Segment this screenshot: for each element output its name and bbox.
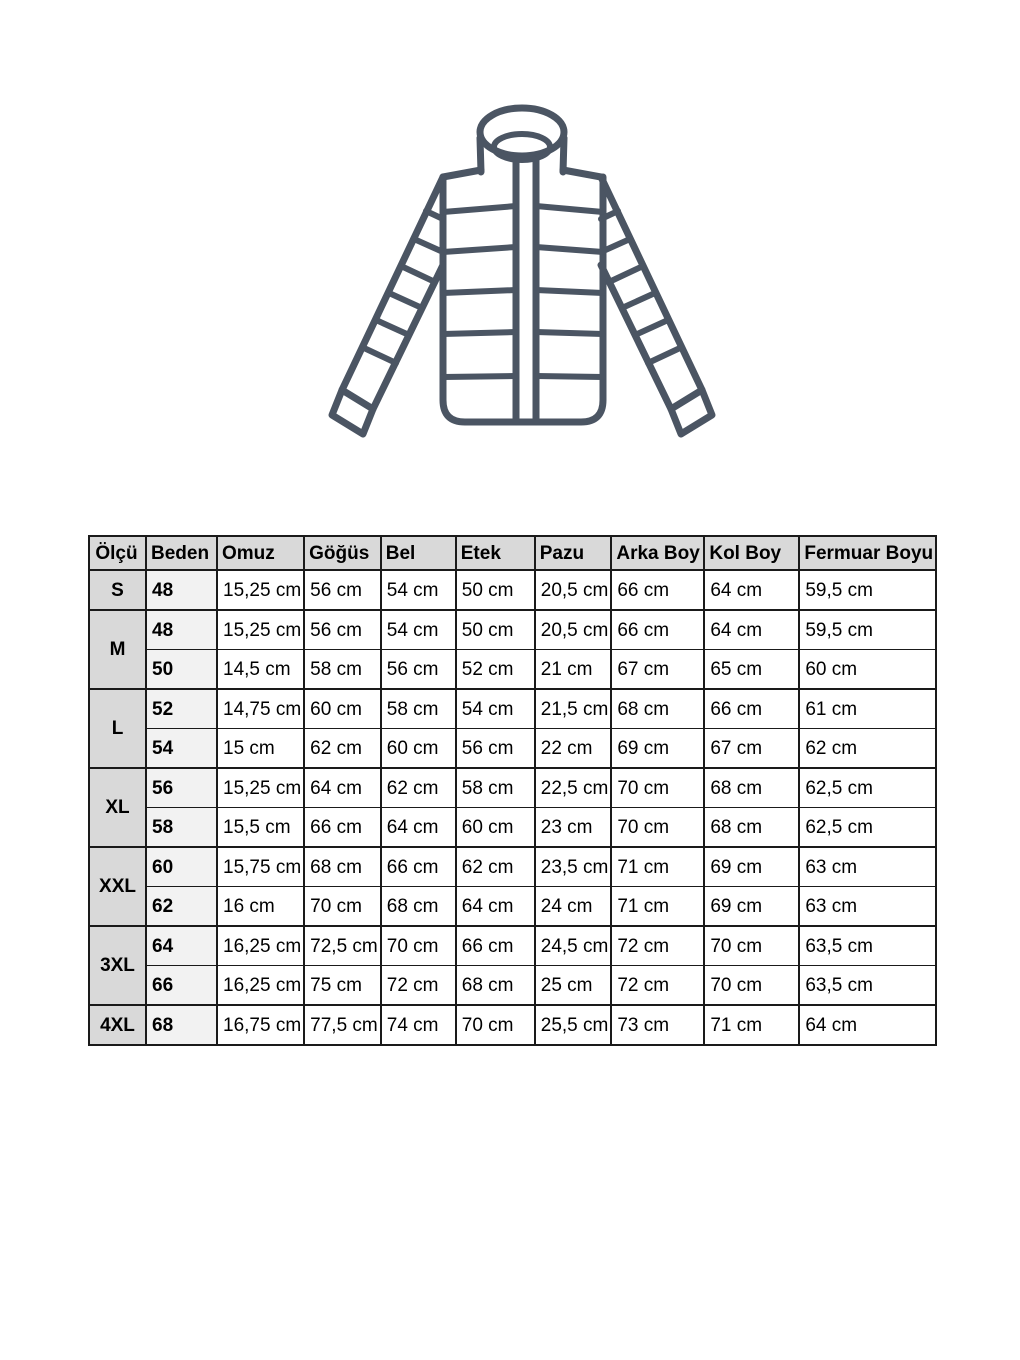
measurement-value: 68 cm bbox=[381, 887, 456, 927]
measurement-value: 70 cm bbox=[381, 926, 456, 966]
body-quilt-lines bbox=[443, 206, 603, 377]
measurement-value: 16,75 cm bbox=[217, 1005, 304, 1045]
column-header-6: Pazu bbox=[535, 536, 612, 570]
measurement-value: 63,5 cm bbox=[799, 966, 936, 1006]
header-row bbox=[89, 536, 936, 570]
measurement-value: 59,5 cm bbox=[799, 610, 936, 650]
measurement-value: 22,5 cm bbox=[535, 768, 612, 808]
size-chart-table bbox=[88, 535, 937, 1046]
measurement-value: 70 cm bbox=[456, 1005, 535, 1045]
measurement-value: 62 cm bbox=[799, 729, 936, 769]
measurement-value: 72,5 cm bbox=[304, 926, 381, 966]
measurement-value: 15,25 cm bbox=[217, 610, 304, 650]
measurement-value: 75 cm bbox=[304, 966, 381, 1006]
size-label-xxl: XXL bbox=[89, 847, 146, 926]
column-header-9: Fermuar Boyu bbox=[799, 536, 936, 570]
measurement-value: 52 cm bbox=[456, 650, 535, 690]
measurement-value: 68 cm bbox=[704, 768, 799, 808]
measurement-value: 70 cm bbox=[611, 808, 704, 848]
measurement-value: 66 cm bbox=[611, 570, 704, 610]
measurement-value: 15,75 cm bbox=[217, 847, 304, 887]
measurement-value: 23 cm bbox=[535, 808, 612, 848]
measurement-value: 70 cm bbox=[704, 926, 799, 966]
beden-value: 58 bbox=[146, 808, 217, 848]
measurement-value: 66 cm bbox=[304, 808, 381, 848]
measurement-value: 21,5 cm bbox=[535, 689, 612, 729]
measurement-value: 64 cm bbox=[381, 808, 456, 848]
measurement-value: 23,5 cm bbox=[535, 847, 612, 887]
beden-value: 48 bbox=[146, 610, 217, 650]
measurement-value: 73 cm bbox=[611, 1005, 704, 1045]
measurement-value: 56 cm bbox=[456, 729, 535, 769]
size-row bbox=[89, 729, 936, 769]
measurement-value: 69 cm bbox=[611, 729, 704, 769]
right-shoulder-seam bbox=[563, 170, 601, 177]
column-header-7: Arka Boy bbox=[611, 536, 704, 570]
measurement-value: 16 cm bbox=[217, 887, 304, 927]
measurement-value: 25 cm bbox=[535, 966, 612, 1006]
size-label-4xl: 4XL bbox=[89, 1005, 146, 1045]
measurement-value: 54 cm bbox=[381, 570, 456, 610]
column-header-2: Omuz bbox=[217, 536, 304, 570]
size-row bbox=[89, 570, 936, 610]
measurement-value: 15,25 cm bbox=[217, 768, 304, 808]
measurement-value: 62,5 cm bbox=[799, 768, 936, 808]
measurement-value: 60 cm bbox=[304, 689, 381, 729]
measurement-value: 66 cm bbox=[611, 610, 704, 650]
measurement-value: 25,5 cm bbox=[535, 1005, 612, 1045]
size-row bbox=[89, 926, 936, 966]
column-header-3: Göğüs bbox=[304, 536, 381, 570]
measurement-value: 63 cm bbox=[799, 847, 936, 887]
measurement-value: 56 cm bbox=[304, 610, 381, 650]
beden-value: 62 bbox=[146, 887, 217, 927]
measurement-value: 68 cm bbox=[704, 808, 799, 848]
jacket-illustration bbox=[0, 0, 1020, 520]
right-cuff bbox=[671, 390, 712, 434]
measurement-value: 66 cm bbox=[704, 689, 799, 729]
measurement-value: 63 cm bbox=[799, 887, 936, 927]
measurement-value: 60 cm bbox=[799, 650, 936, 690]
measurement-value: 74 cm bbox=[381, 1005, 456, 1045]
puffer-jacket-outline bbox=[332, 108, 712, 434]
measurement-value: 69 cm bbox=[704, 847, 799, 887]
size-row bbox=[89, 808, 936, 848]
column-header-8: Kol Boy bbox=[704, 536, 799, 570]
measurement-value: 68 cm bbox=[456, 966, 535, 1006]
measurement-value: 14,75 cm bbox=[217, 689, 304, 729]
measurement-value: 50 cm bbox=[456, 570, 535, 610]
measurement-value: 24,5 cm bbox=[535, 926, 612, 966]
measurement-value: 65 cm bbox=[704, 650, 799, 690]
measurement-value: 16,25 cm bbox=[217, 926, 304, 966]
beden-value: 50 bbox=[146, 650, 217, 690]
measurement-value: 63,5 cm bbox=[799, 926, 936, 966]
measurement-value: 15,5 cm bbox=[217, 808, 304, 848]
measurement-value: 77,5 cm bbox=[304, 1005, 381, 1045]
column-header-4: Bel bbox=[381, 536, 456, 570]
measurement-value: 68 cm bbox=[611, 689, 704, 729]
size-row bbox=[89, 610, 936, 650]
measurement-value: 64 cm bbox=[456, 887, 535, 927]
measurement-value: 58 cm bbox=[456, 768, 535, 808]
measurement-value: 54 cm bbox=[456, 689, 535, 729]
measurement-value: 16,25 cm bbox=[217, 966, 304, 1006]
beden-value: 56 bbox=[146, 768, 217, 808]
measurement-value: 20,5 cm bbox=[535, 610, 612, 650]
beden-value: 52 bbox=[146, 689, 217, 729]
measurement-value: 64 cm bbox=[799, 1005, 936, 1045]
size-row bbox=[89, 768, 936, 808]
measurement-value: 64 cm bbox=[704, 610, 799, 650]
measurement-value: 58 cm bbox=[381, 689, 456, 729]
size-label-l: L bbox=[89, 689, 146, 768]
beden-value: 64 bbox=[146, 926, 217, 966]
body-outline bbox=[443, 177, 603, 422]
measurement-value: 67 cm bbox=[704, 729, 799, 769]
size-label-m: M bbox=[89, 610, 146, 689]
measurement-value: 62 cm bbox=[381, 768, 456, 808]
measurement-value: 61 cm bbox=[799, 689, 936, 729]
measurement-value: 62 cm bbox=[304, 729, 381, 769]
column-header-0: Ölçü bbox=[89, 536, 146, 570]
size-label-s: S bbox=[89, 570, 146, 610]
size-row bbox=[89, 966, 936, 1006]
left-shoulder-seam bbox=[443, 170, 481, 177]
measurement-value: 21 cm bbox=[535, 650, 612, 690]
measurement-value: 72 cm bbox=[381, 966, 456, 1006]
beden-value: 54 bbox=[146, 729, 217, 769]
measurement-value: 22 cm bbox=[535, 729, 612, 769]
measurement-value: 64 cm bbox=[704, 570, 799, 610]
measurement-value: 50 cm bbox=[456, 610, 535, 650]
measurement-value: 71 cm bbox=[611, 847, 704, 887]
measurement-value: 66 cm bbox=[381, 847, 456, 887]
beden-value: 48 bbox=[146, 570, 217, 610]
size-label-xl: XL bbox=[89, 768, 146, 847]
measurement-value: 59,5 cm bbox=[799, 570, 936, 610]
column-header-5: Etek bbox=[456, 536, 535, 570]
measurement-value: 72 cm bbox=[611, 966, 704, 1006]
measurement-value: 69 cm bbox=[704, 887, 799, 927]
measurement-value: 15 cm bbox=[217, 729, 304, 769]
size-row bbox=[89, 689, 936, 729]
measurement-value: 71 cm bbox=[611, 887, 704, 927]
beden-value: 60 bbox=[146, 847, 217, 887]
measurement-value: 56 cm bbox=[304, 570, 381, 610]
measurement-value: 70 cm bbox=[611, 768, 704, 808]
measurement-value: 54 cm bbox=[381, 610, 456, 650]
measurement-value: 62 cm bbox=[456, 847, 535, 887]
measurement-value: 71 cm bbox=[704, 1005, 799, 1045]
size-row bbox=[89, 887, 936, 927]
size-label-3xl: 3XL bbox=[89, 926, 146, 1005]
size-table-body bbox=[89, 570, 936, 1045]
measurement-value: 72 cm bbox=[611, 926, 704, 966]
measurement-value: 70 cm bbox=[704, 966, 799, 1006]
size-row bbox=[89, 847, 936, 887]
measurement-value: 70 cm bbox=[304, 887, 381, 927]
measurement-value: 15,25 cm bbox=[217, 570, 304, 610]
measurement-value: 67 cm bbox=[611, 650, 704, 690]
size-row bbox=[89, 650, 936, 690]
measurement-value: 20,5 cm bbox=[535, 570, 612, 610]
beden-value: 66 bbox=[146, 966, 217, 1006]
beden-value: 68 bbox=[146, 1005, 217, 1045]
measurement-value: 68 cm bbox=[304, 847, 381, 887]
measurement-value: 56 cm bbox=[381, 650, 456, 690]
measurement-value: 58 cm bbox=[304, 650, 381, 690]
measurement-value: 60 cm bbox=[456, 808, 535, 848]
measurement-value: 62,5 cm bbox=[799, 808, 936, 848]
measurement-value: 24 cm bbox=[535, 887, 612, 927]
measurement-value: 64 cm bbox=[304, 768, 381, 808]
size-row bbox=[89, 1005, 936, 1045]
measurement-value: 14,5 cm bbox=[217, 650, 304, 690]
column-header-1: Beden bbox=[146, 536, 217, 570]
left-cuff bbox=[332, 390, 373, 434]
puffer-jacket-svg bbox=[0, 0, 1020, 520]
measurement-value: 60 cm bbox=[381, 729, 456, 769]
measurement-value: 66 cm bbox=[456, 926, 535, 966]
